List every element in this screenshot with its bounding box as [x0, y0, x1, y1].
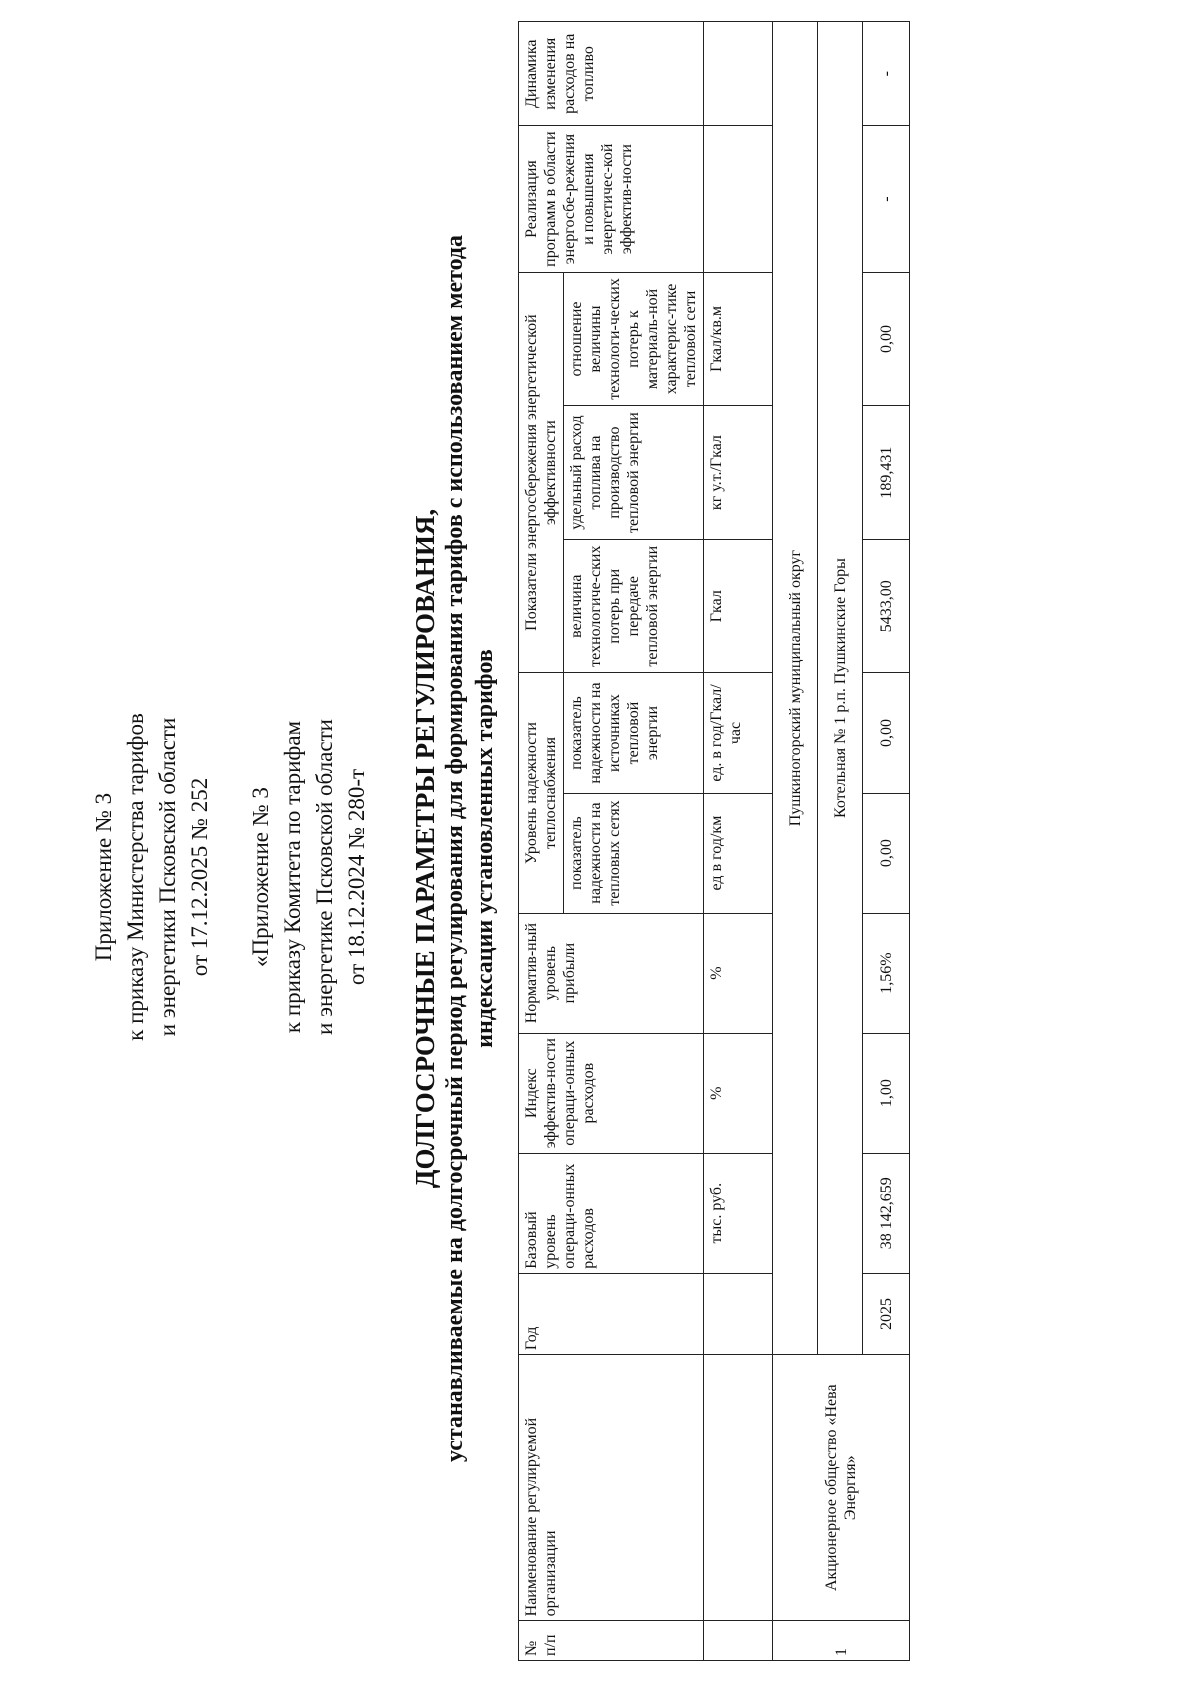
header-tech-losses: величина технологиче-ских потерь при передаче тепловой энергии	[564, 539, 704, 673]
unit-base-level: тыс. руб.	[704, 1153, 773, 1273]
header-reliability-networks: показатель надежности на тепловых сетях	[564, 793, 704, 913]
appendix-line: и энергетике Псковской области	[312, 719, 337, 1035]
header-fuel-consumption: удельный расход топлива на производство тепловой энергии	[564, 406, 704, 540]
appendix-line: «Приложение № 3	[248, 787, 273, 967]
unit-org	[704, 1355, 773, 1621]
unit-tech-losses: Гкал	[704, 539, 773, 673]
unit-year	[704, 1273, 773, 1354]
cell-profit-level: 1,56%	[863, 913, 910, 1033]
appendix-current-block	[88, 537, 216, 1217]
cell-reliability-sources: 0,00	[863, 673, 910, 793]
boiler-name: Котельная № 1 р.п. Пушкинские Горы	[818, 22, 863, 1355]
appendix-line: от 17.12.2025 № 252	[187, 777, 212, 977]
district-row	[773, 22, 818, 1661]
header-efficiency-index: Индекс эффектив-ности операци-онных расходов	[519, 1033, 704, 1153]
unit-programs	[704, 126, 773, 272]
header-reliability-sources: показатель надежности на источниках тепловой энергии	[564, 673, 704, 793]
cell-year: 2025	[863, 1273, 910, 1354]
appendix-line: от 18.12.2024 № 280-т	[344, 768, 369, 986]
district-name: Пушкиногорский муниципальный округ	[773, 22, 818, 1355]
appendix-line: и энергетики Псковской области	[155, 717, 180, 1037]
header-profit-level: Норматив-ный уровень прибыли	[519, 913, 704, 1033]
header-row-1	[519, 22, 564, 1661]
header-num: № п/п	[519, 1621, 704, 1661]
appendix-previous-block	[245, 537, 373, 1217]
unit-reliability-networks: ед в год/км	[704, 793, 773, 913]
row-num: 1	[773, 1621, 910, 1661]
cell-base-level: 38 142,659	[863, 1153, 910, 1273]
header-reliability-group: Уровень надежности теплоснабжения	[519, 673, 564, 913]
unit-num	[704, 1621, 773, 1661]
unit-reliability-sources: ед. в год/Гкал/час	[704, 673, 773, 793]
header-loss-ratio: отношение величины технологи-ческих потерь к материаль-ной характерис-тике тепловой сети	[564, 272, 704, 406]
appendix-line: к приказу Комитета по тарифам	[280, 720, 305, 1034]
unit-profit-level: %	[704, 913, 773, 1033]
unit-fuel-dynamics	[704, 22, 773, 127]
cell-tech-losses: 5433,00	[863, 539, 910, 673]
document-subtitle: индексации установленных тарифов	[472, 649, 498, 1048]
row-org-name: Акционерное общество «Нева Энергия»	[773, 1355, 910, 1621]
cell-efficiency-index: 1,00	[863, 1033, 910, 1153]
cell-fuel-dynamics: -	[863, 22, 910, 127]
cell-fuel-consumption: 189,431	[863, 406, 910, 540]
document-subtitle: устанавливаемые на долгосрочный период регулирования для формирования тарифов с использованием метода	[442, 234, 468, 1463]
cell-programs: -	[863, 126, 910, 272]
header-energy-group: Показатели энергосбережения энергетической эффективности	[519, 272, 564, 673]
parameters-table	[518, 21, 910, 1661]
unit-fuel-consumption: кг у.т./Гкал	[704, 406, 773, 540]
header-org: Наименование регулируемой организации	[519, 1355, 704, 1621]
cell-reliability-networks: 0,00	[863, 793, 910, 913]
units-row	[704, 22, 773, 1661]
header-programs: Реализация программ в области энергосбе-режения и повышения энергетичес-кой эффектив-ности	[519, 126, 704, 272]
appendix-line: Приложение № 3	[91, 792, 116, 962]
header-base-level: Базовый уровень операци-онных расходов	[519, 1153, 704, 1273]
header-fuel-dynamics: Динамика изменения расходов на топливо	[519, 22, 704, 127]
cell-loss-ratio: 0,00	[863, 272, 910, 406]
appendix-line: к приказу Министерства тарифов	[123, 713, 148, 1041]
unit-loss-ratio: Гкал/кв.м	[704, 272, 773, 406]
header-year: Год	[519, 1273, 704, 1354]
unit-efficiency-index: %	[704, 1033, 773, 1153]
document-title: ДОЛГОСРОЧНЫЕ ПАРАМЕТРЫ РЕГУЛИРОВАНИЯ,	[410, 508, 440, 1189]
